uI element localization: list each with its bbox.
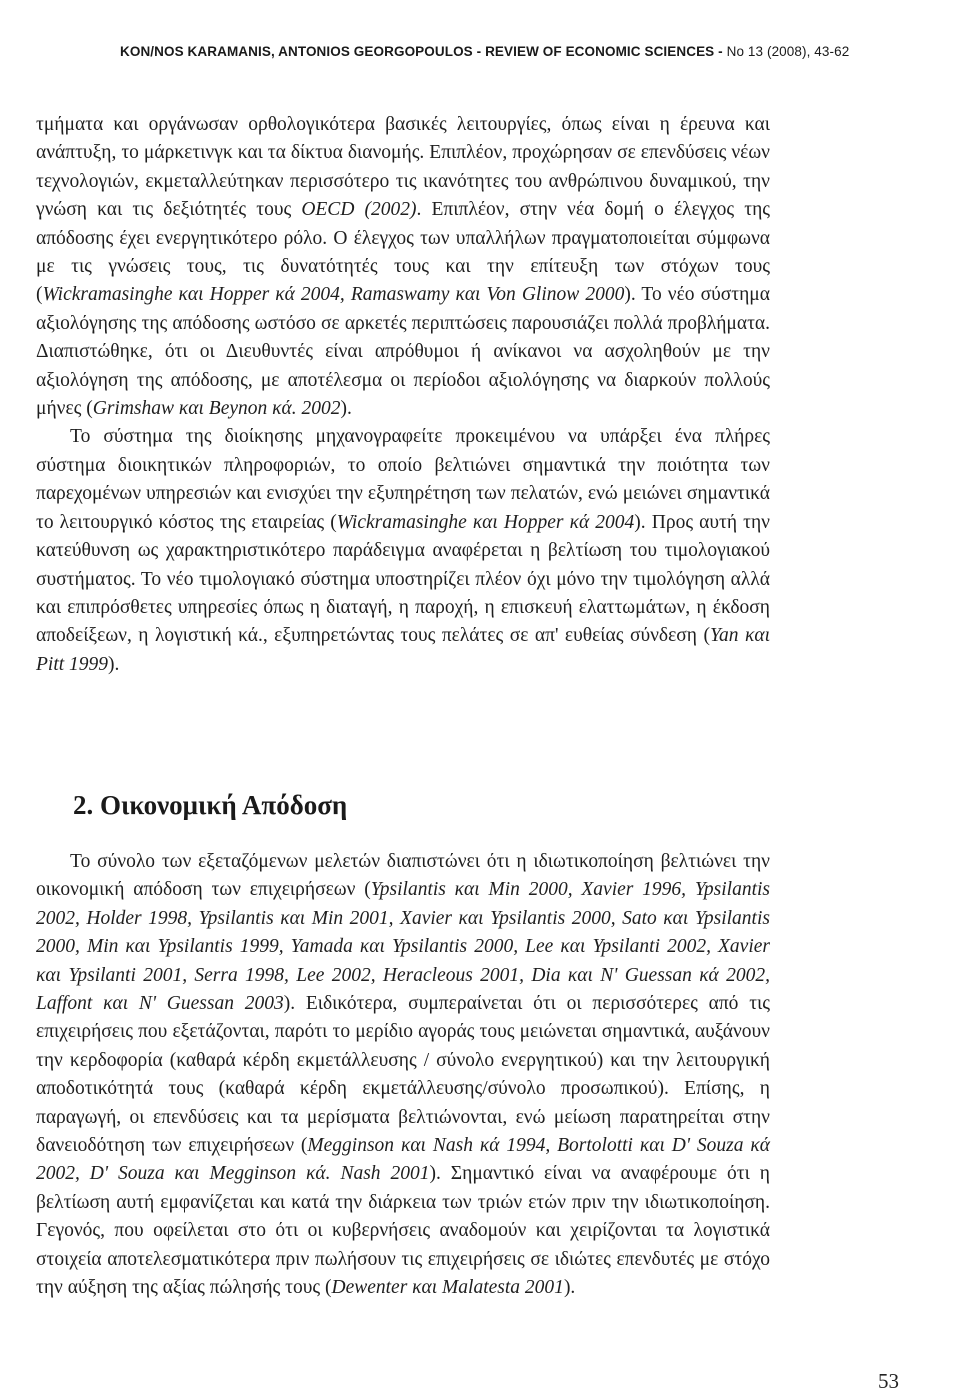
body-text-top	[36, 111, 770, 679]
running-head	[120, 44, 920, 59]
citation: Wickramasinghe και Hopper κά 2004, Ramaswamy και Von Glinow 2000	[42, 284, 625, 306]
section-heading: 2. Οικονομική Απόδοση	[73, 790, 348, 820]
citation: Megginson και Nash κά 1994, Bortolotti και D' Souza κά 2002, D' Souza και Megginson κά. Nash 2001	[36, 1135, 770, 1185]
journal-issue: No 13 (2008), 43-62	[726, 44, 850, 59]
citation: Dewenter και Malatesta 2001	[331, 1277, 564, 1299]
text-run: . Επιπλέον, στην νέα δομή ο έλεγχος της απόδοσης έχει ενεργητικότερο ρόλο. Ο έλεγχος των υπαλλήλων πραγματοποιείται σύμφωνα με τις γνώσεις τους, τις δυνατότητές τους και την επίτευξη των στόχων τους (	[36, 199, 770, 306]
text-run: ). Σημαντικό είναι να αναφέρουμε ότι η βελτίωση αυτή εμφανίζεται και κατά την διάρκεια των τριών ετών πριν την ιδιωτικοποίηση. Γεγονός, που οφείλεται στο ότι οι κυβερνήσεις αναδομούν και χειρίζονται τα λογιστικά στοιχεία αποτελεσματικότερα πριν πωλήσουν τις επιχειρήσεις σε ιδιώτες επενδυτές με στόχο την αύξηση της αξίας πώλησής τους (	[36, 1163, 770, 1299]
text-run: ).	[340, 398, 352, 420]
text-run: ).	[563, 1277, 576, 1299]
paragraph	[36, 848, 770, 1303]
citation: Grimshaw και Beynon κά. 2002	[92, 398, 341, 420]
paragraph	[36, 111, 770, 423]
citation: OECD (2002)	[301, 199, 417, 221]
text-run: ). Προς αυτή την κατεύθυνση ως χαρακτηριστικότερο παράδειγμα αναφέρεται η βελτίωση του τιμολογιακού συστήματος. Το νέο τιμολογιακό σύστημα υποστηρίζει πλέον όχι μόνο την τιμολόγηση αλλά και επιπρόσθετες υπηρεσίες όπως η διαταγή, η παροχή, η επισκευή ελαττωμάτων, η έκδοση αποδείξεων, η λογιστική κά., εξυπηρετώντας τους πελάτες σε απ' ευθείας σύνδεση (	[36, 511, 770, 647]
paragraph	[36, 423, 770, 679]
text-run: Το σύνολο των εξεταζόμενων μελετών διαπιστώνει ότι η ιδιωτικοποίηση βελτιώνει την οικονομική απόδοση των επιχειρήσεων (	[36, 851, 770, 901]
text-run: ). Ειδικότερα, συμπεραίνεται ότι οι περισσότερες από τις επιχειρήσεις που εξετάζονται, παρότι το μερίδιο αγοράς τους μειώνεται σημαντικά, αυξάνουν την κερδοφορία (καθαρά κέρδη εκμετάλλευσης / σύνολο ενεργητικού) και την λειτουργική αποδοτικότητά τους (καθαρά κέρδη εκμετάλλευσης/σύνολο προσωπικού). Επίσης, η παραγωγή, οι επενδύσεις και τα μερίσματα βελτιώνονται, ενώ μείωση παρατηρείται στην δανειοδότηση των επιχειρήσεων (	[36, 993, 770, 1157]
text-run: Το σύστημα της διοίκησης μηχανογραφείτε προκειμένου να υπάρξει ένα πλήρες σύστημα διοικητικών πληροφοριών, το οποίο βελτιώνει σημαντικά την ποιότητα των παρεχομένων υπηρεσιών και ενισχύει την εξυπηρέτηση των πελατών, ενώ μειώνει σημαντικά το λειτουργικό κόστος της εταιρείας (	[36, 426, 770, 533]
page-number: 53	[878, 1369, 899, 1393]
running-head-authors-journal: KON/NOS KARAMANIS, ANTONIOS GEORGOPOULOS - REVIEW OF ECONOMIC SCIENCES -	[120, 44, 727, 59]
citation: Yan και Pitt 1999	[36, 625, 770, 675]
text-run: τμήματα και οργάνωσαν ορθολογικότερα βασικές λειτουργίες, όπως είναι η έρευνα και ανάπτυξη, το μάρκετινγκ και τα δίκτυα διανομής. Επιπλέον, προχώρησαν σε επενδύσεις νέων τεχνολογιών, εκμεταλλεύτηκαν περισσότερο τις ικανότητες του ανθρώπινου δυναμικού, την γνώση και τις δεξιότητές τους	[36, 114, 770, 221]
text-run: ).	[108, 653, 120, 675]
citation: Ypsilantis και Min 2000, Xavier 1996, Ypsilantis 2002, Holder 1998, Ypsilantis και Min 2001, Xavier και Ypsilantis 2000, Sato και Ypsilantis 2000, Min και Ypsilantis 1999, Yamada και Ypsilantis 2000, Lee και Ypsilanti 2002, Xavier και Ypsilanti 2001, Serra 1998, Lee 2002, Heracleous 2001, Dia και N' Guessan κά 2002, Laffont και N' Guessan 2003	[36, 879, 770, 1015]
body-text-section-2	[36, 848, 770, 1303]
text-run: ). Το νέο σύστημα αξιολόγησης της απόδοσης ωστόσο σε αρκετές περιπτώσεις παρουσιάζει πολλά προβλήματα. Διαπιστώθηκε, ότι οι Διευθυντές είναι απρόθυμοι ή ανίκανοι να ασχοληθούν με την αξιολόγηση της απόδοσης, με αποτέλεσμα οι περίοδοι αξιολόγησης να διαρκούν πολλούς μήνες (	[36, 284, 770, 420]
citation: Wickramasinghe και Hopper κά 2004	[336, 511, 635, 533]
